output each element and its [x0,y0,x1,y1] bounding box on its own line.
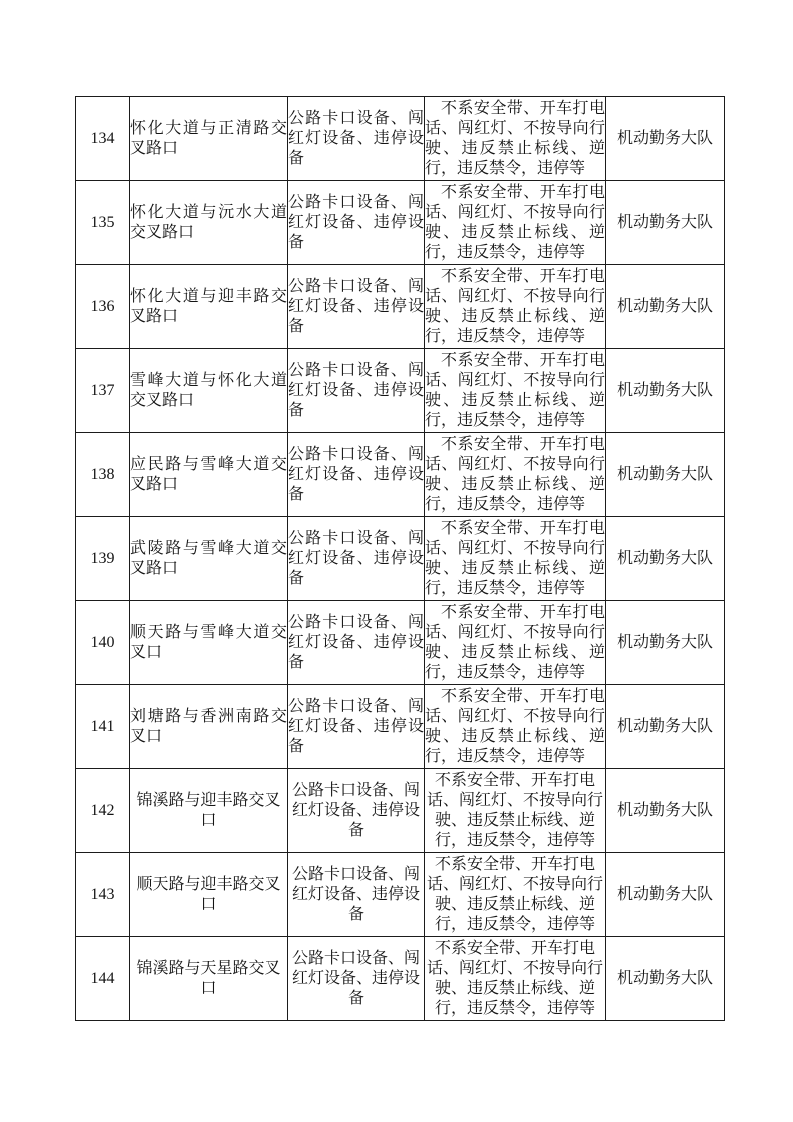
violations-cell: 不系安全带、开车打电话、闯红灯、不按导向行驶、违反禁止标线、逆行，违反禁令，违停等 [425,433,606,517]
location-cell: 刘塘路与香洲南路交叉口 [130,685,288,769]
department-cell: 机动勤务大队 [606,349,725,433]
location-cell: 应民路与雪峰大道交叉路口 [130,433,288,517]
equipment-cell: 公路卡口设备、闯红灯设备、违停设备 [288,349,425,433]
violations-cell: 不系安全带、开车打电话、闯红灯、不按导向行驶、违反禁止标线、逆行，违反禁令，违停等 [425,685,606,769]
equipment-cell: 公路卡口设备、闯红灯设备、违停设备 [288,853,425,937]
department-cell: 机动勤务大队 [606,601,725,685]
row-number-cell: 143 [76,853,130,937]
department-cell: 机动勤务大队 [606,517,725,601]
equipment-cell: 公路卡口设备、闯红灯设备、违停设备 [288,601,425,685]
violations-cell: 不系安全带、开车打电话、闯红灯、不按导向行驶、违反禁止标线、逆行，违反禁令，违停等 [425,349,606,433]
violations-cell: 不系安全带、开车打电话、闯红灯、不按导向行驶、违反禁止标线、逆行，违反禁令，违停等 [425,769,606,853]
table-row [76,853,725,937]
table-row [76,181,725,265]
equipment-cell: 公路卡口设备、闯红灯设备、违停设备 [288,433,425,517]
department-cell: 机动勤务大队 [606,265,725,349]
department-cell: 机动勤务大队 [606,685,725,769]
row-number-cell: 138 [76,433,130,517]
department-cell: 机动勤务大队 [606,433,725,517]
row-number-cell: 144 [76,937,130,1021]
equipment-cell: 公路卡口设备、闯红灯设备、违停设备 [288,769,425,853]
row-number-cell: 142 [76,769,130,853]
table-row [76,685,725,769]
equipment-cell: 公路卡口设备、闯红灯设备、违停设备 [288,181,425,265]
location-cell: 怀化大道与沅水大道交叉路口 [130,181,288,265]
table-row [76,517,725,601]
location-cell: 锦溪路与迎丰路交叉口 [130,769,288,853]
department-cell: 机动勤务大队 [606,769,725,853]
violations-cell: 不系安全带、开车打电话、闯红灯、不按导向行驶、违反禁止标线、逆行，违反禁令，违停等 [425,181,606,265]
department-cell: 机动勤务大队 [606,937,725,1021]
violations-cell: 不系安全带、开车打电话、闯红灯、不按导向行驶、违反禁止标线、逆行，违反禁令，违停等 [425,937,606,1021]
location-cell: 顺天路与雪峰大道交叉口 [130,601,288,685]
violations-cell: 不系安全带、开车打电话、闯红灯、不按导向行驶、违反禁止标线、逆行，违反禁令，违停等 [425,265,606,349]
table-row [76,97,725,181]
table-row [76,601,725,685]
table-row [76,769,725,853]
row-number-cell: 140 [76,601,130,685]
location-cell: 怀化大道与正清路交叉路口 [130,97,288,181]
row-number-cell: 139 [76,517,130,601]
row-number-cell: 135 [76,181,130,265]
equipment-cell: 公路卡口设备、闯红灯设备、违停设备 [288,517,425,601]
table-row [76,433,725,517]
violations-cell: 不系安全带、开车打电话、闯红灯、不按导向行驶、违反禁止标线、逆行，违反禁令，违停等 [425,853,606,937]
department-cell: 机动勤务大队 [606,853,725,937]
violations-cell: 不系安全带、开车打电话、闯红灯、不按导向行驶、违反禁止标线、逆行，违反禁令，违停等 [425,601,606,685]
equipment-cell: 公路卡口设备、闯红灯设备、违停设备 [288,97,425,181]
violations-cell: 不系安全带、开车打电话、闯红灯、不按导向行驶、违反禁止标线、逆行，违反禁令，违停等 [425,97,606,181]
row-number-cell: 141 [76,685,130,769]
table-row [76,265,725,349]
row-number-cell: 136 [76,265,130,349]
department-cell: 机动勤务大队 [606,181,725,265]
table-body [76,97,725,1021]
location-cell: 武陵路与雪峰大道交叉路口 [130,517,288,601]
location-cell: 顺天路与迎丰路交叉口 [130,853,288,937]
violations-cell: 不系安全带、开车打电话、闯红灯、不按导向行驶、违反禁止标线、逆行，违反禁令，违停等 [425,517,606,601]
table-row [76,349,725,433]
table-row [76,937,725,1021]
intersection-table [75,96,725,1021]
location-cell: 雪峰大道与怀化大道交叉路口 [130,349,288,433]
location-cell: 锦溪路与天星路交叉口 [130,937,288,1021]
location-cell: 怀化大道与迎丰路交叉路口 [130,265,288,349]
row-number-cell: 137 [76,349,130,433]
equipment-cell: 公路卡口设备、闯红灯设备、违停设备 [288,937,425,1021]
department-cell: 机动勤务大队 [606,97,725,181]
equipment-cell: 公路卡口设备、闯红灯设备、违停设备 [288,265,425,349]
equipment-cell: 公路卡口设备、闯红灯设备、违停设备 [288,685,425,769]
row-number-cell: 134 [76,97,130,181]
